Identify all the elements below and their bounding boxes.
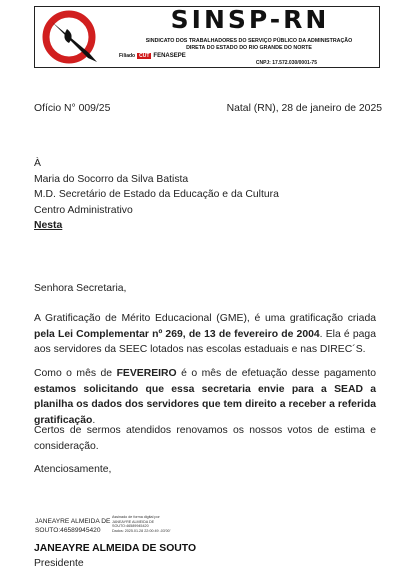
digital-meta-line4: Dados: 2025.01.28 22:00:49 -03'00' — [112, 528, 171, 533]
recipient-block — [34, 156, 374, 234]
oficio-number: Ofício N° 009/25 — [34, 103, 111, 114]
p1-text-c: . Ela é paga aos servidores da SEEC lotados nas escolas estaduais e nas DIREC´S. — [34, 328, 376, 355]
digital-meta-line1: Assinado de forma digital por — [112, 515, 160, 519]
p2-request: estamos solicitando que essa secretaria envie para a SEAD a planilha os dados dos servidores que tem direito a receber a referida gratificação — [34, 383, 376, 426]
letterhead — [34, 6, 380, 68]
sinsp-logo-icon — [39, 9, 111, 65]
closing: Atenciosamente, — [34, 464, 112, 475]
affiliations — [119, 53, 186, 59]
letter-date: Natal (RN), 28 de janeiro de 2025 — [226, 103, 382, 114]
union-fullname-line2: DIRETA DO ESTADO DO RIO GRANDE DO NORTE — [186, 45, 312, 51]
p2-text-e: . — [92, 414, 96, 426]
recipient-nesta: Nesta — [34, 220, 63, 231]
paragraph-2 — [34, 366, 376, 428]
signer-role: Presidente — [34, 558, 84, 569]
recipient-title: M.D. Secretário de Estado da Educação e da Cultura — [34, 189, 279, 200]
digital-meta-line3: SOUTO:46589945420 — [112, 524, 149, 529]
filiado-label: Filiado — [119, 53, 136, 59]
digital-meta-line2: JANEAYRE ALMEIDA DE — [112, 519, 155, 524]
union-fullname-line1: SINDICATO DOS TRABALHADORES DO SERVIÇO PÚBLICO DA ADMINISTRAÇÃO — [145, 38, 353, 44]
union-name: SINSP-RN — [170, 5, 330, 34]
paragraph-1 — [34, 311, 376, 358]
fenasepe-label: FENASEPE — [153, 53, 186, 59]
recipient-name: Maria do Socorro da Silva Batista — [34, 173, 189, 185]
cut-badge: CUT — [139, 53, 150, 59]
signer-name: JANEAYRE ALMEIDA DE SOUTO — [34, 543, 197, 554]
recipient-place: Centro Administrativo — [34, 204, 133, 216]
paragraph-3: Certos de sermos atendidos renovamos os nossos votos de estima e consideração. — [34, 425, 376, 452]
p2-text-c: é o mês de efetuação desse pagamento — [176, 368, 376, 379]
p2-month: FEVEREIRO — [116, 368, 177, 379]
p1-text-a: A Gratificação de Mérito Educacional (GME), é uma gratificação criada — [34, 313, 376, 324]
salutation: Senhora Secretaria, — [34, 283, 127, 294]
digital-signature-name: JANEAYRE ALMEIDA DE SOUTO:46589945420 — [35, 518, 111, 534]
cnpj: CNPJ: 17.572.030/0001-75 — [255, 60, 317, 66]
p2-text-a: Como o mês de — [34, 368, 117, 379]
recipient-a: À — [34, 158, 41, 169]
digital-signature-meta — [112, 515, 192, 533]
p1-law-reference: pela Lei Complementar nº 269, de 13 de fevereiro de 2004 — [34, 328, 320, 340]
